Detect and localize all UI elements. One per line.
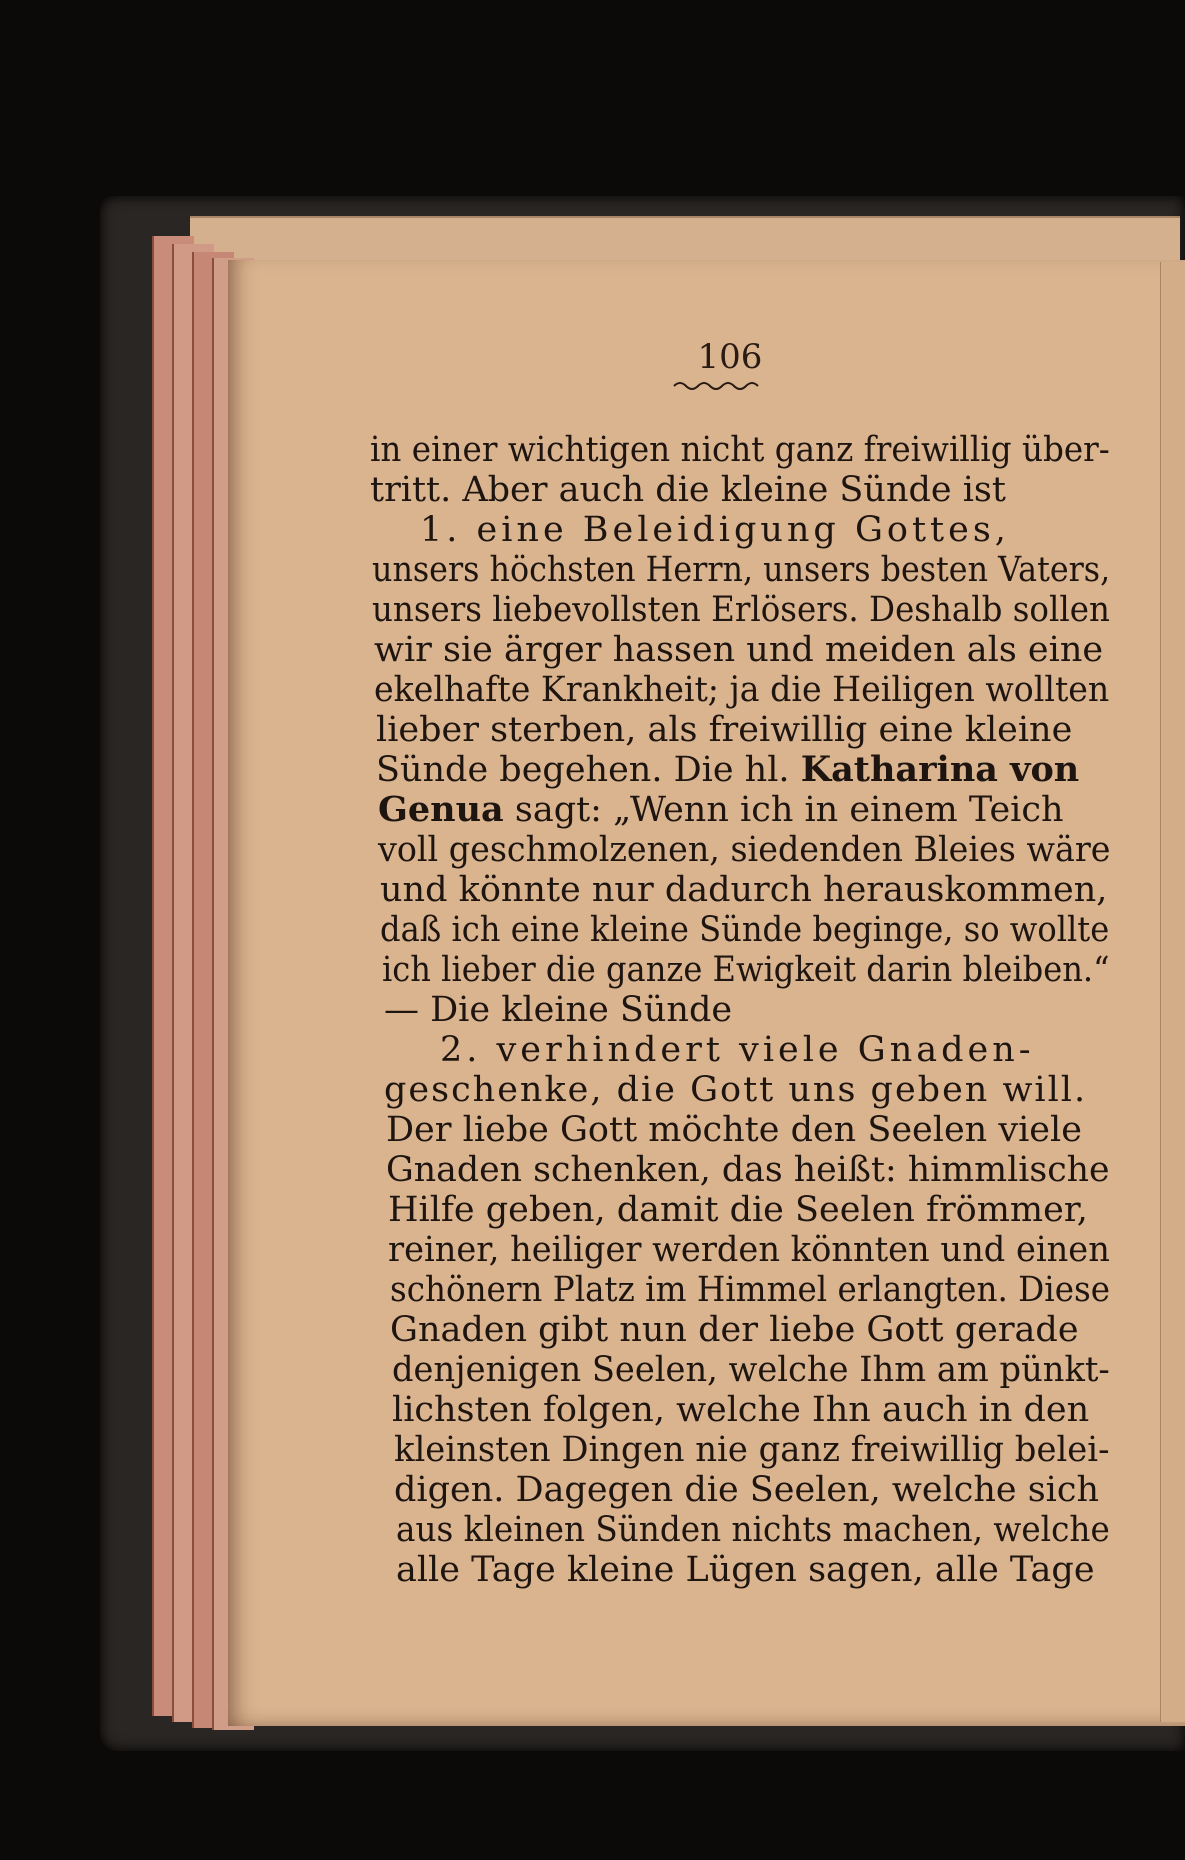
page-number: 106 bbox=[697, 337, 763, 377]
text-line: unsers höchsten Herrn, unsers besten Vaters, bbox=[372, 550, 1111, 590]
text-line: voll geschmolzenen, siedenden Bleies wäre bbox=[378, 830, 1111, 870]
text-run: sagt: „Wenn ich in einem Teich bbox=[514, 790, 1064, 830]
text-line: wir sie ärger hassen und meiden als eine bbox=[374, 630, 1104, 670]
text-line bbox=[376, 750, 1079, 790]
text-line: Gnaden schenken, das heißt: himmlische bbox=[386, 1150, 1110, 1190]
section-heading: 2. verhindert viele Gnaden- bbox=[440, 1030, 1035, 1070]
saint-name: Genua bbox=[378, 789, 504, 830]
text-line: daß ich eine kleine Sünde beginge, so wollte bbox=[380, 910, 1110, 950]
text-line: geschenke, die Gott uns geben will. bbox=[384, 1070, 1088, 1110]
text-line: Gnaden gibt nun der liebe Gott gerade bbox=[390, 1310, 1079, 1350]
text-line: schönern Platz im Himmel erlangten. Diese bbox=[390, 1270, 1111, 1310]
text-line: in einer wichtigen nicht ganz freiwillig über- bbox=[370, 430, 1110, 470]
text-line: lieber sterben, als freiwillig eine kleine bbox=[376, 710, 1073, 750]
text-line: lichsten folgen, welche Ihn auch in den bbox=[392, 1390, 1090, 1430]
saint-name: Katharina von bbox=[800, 749, 1080, 790]
text-line: unsers liebevollsten Erlösers. Deshalb sollen bbox=[372, 590, 1110, 630]
facing-page-edge bbox=[1160, 262, 1185, 1722]
text-line: — Die kleine Sünde bbox=[384, 990, 733, 1030]
text-line: Der liebe Gott möchte den Seelen viele bbox=[386, 1110, 1082, 1150]
text-line: aus kleinen Sünden nichts machen, welche bbox=[396, 1510, 1110, 1550]
text-line: reiner, heiliger werden könnten und einen bbox=[388, 1230, 1110, 1270]
text-run: Sünde begehen. Die hl. bbox=[376, 750, 790, 790]
flourish-ornament bbox=[672, 378, 762, 390]
text-line: digen. Dagegen die Seelen, welche sich bbox=[394, 1470, 1100, 1510]
text-line: tritt. Aber auch die kleine Sünde ist bbox=[370, 470, 1006, 510]
text-line: denjenigen Seelen, welche Ihm am pünkt- bbox=[392, 1350, 1110, 1390]
text-line: und könnte nur dadurch herauskommen, bbox=[380, 870, 1108, 910]
text-line: kleinsten Dingen nie ganz freiwillig belei- bbox=[394, 1430, 1110, 1470]
text-line bbox=[378, 790, 1064, 830]
text-line: alle Tage kleine Lügen sagen, alle Tage bbox=[396, 1550, 1095, 1590]
text-line: ekelhafte Krankheit; ja die Heiligen wollten bbox=[374, 670, 1110, 710]
text-line: Hilfe geben, damit die Seelen frömmer, bbox=[388, 1190, 1088, 1230]
text-line: ich lieber die ganze Ewigkeit darin bleiben.“ bbox=[382, 950, 1110, 990]
section-heading: 1. eine Beleidigung Gottes, bbox=[420, 510, 1010, 550]
